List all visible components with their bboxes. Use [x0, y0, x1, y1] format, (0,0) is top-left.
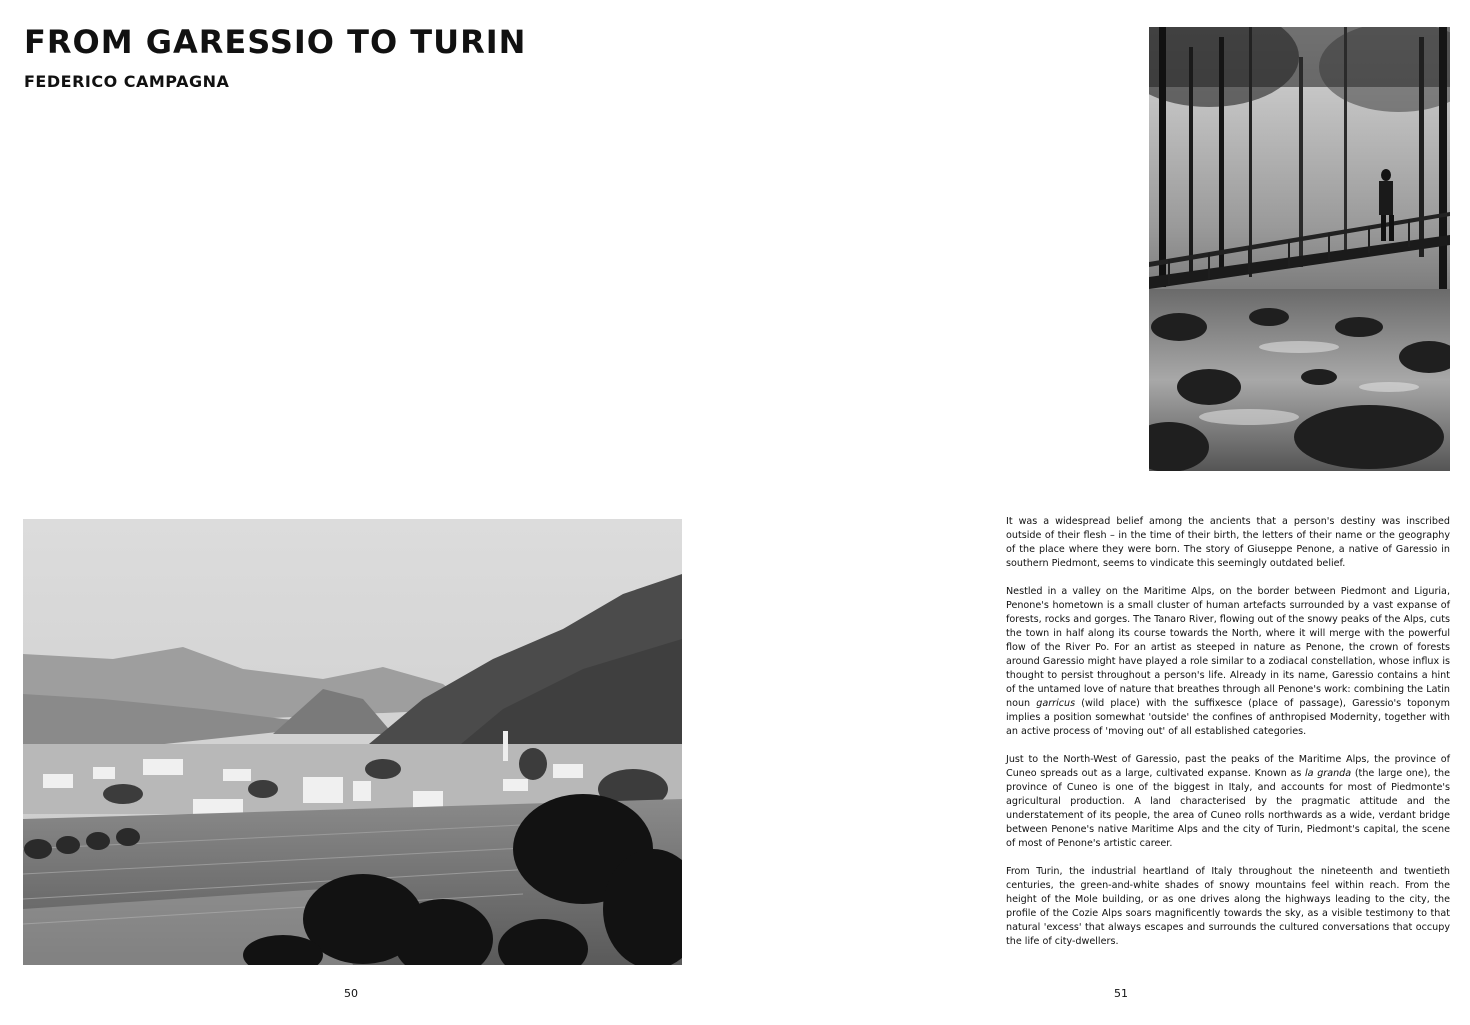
- latin-term: garricus: [1036, 698, 1076, 709]
- paragraph-3: Just to the North-West of Garessio, past the peaks of the Maritime Alps, the province of Cuneo spreads out as a large, cultivated expanse. Known as la granda (the large one), the province of Cuneo is one of the biggest in Italy, and accounts for most of Piedmonte's agricultural production. A land characterised by the pragmatic attitude and the understatement of its people, the area of Cuneo rolls northwards as a wide, verdant bridge between Penone's native Maritime Alps and the city of Turin, Piedmont's capital, the scene of most of Penone's artistic career.: [1006, 754, 1450, 849]
- photo-valley-town: [23, 519, 682, 965]
- article-author: FEDERICO CAMPAGNA: [24, 72, 230, 91]
- paragraph-4: From Turin, the industrial heartland of Italy throughout the nineteenth and twentieth centuries, the green-and-white shades of snowy mountains feel within reach. From the height of the Mole building, or as one drives along the highways leading to the city, the profile of the Cozie Alps soars magnificently towards the sky, as a visible testimony to that natural 'excess' that always escapes and surrounds the cultured conversations that occupy the life of city-dwellers.: [1006, 866, 1450, 947]
- paragraph-2: Nestled in a valley on the Maritime Alps, on the border between Piedmont and Liguria, Penone's hometown is a small cluster of human artefacts surrounded by a vast expanse of forests, rocks and gorges. The Tanaro River, flowing out of the snowy peaks of the Alps, cuts the town in half along its course towards the North, where it will merge with the powerful flow of the River Po. For an artist as steeped in nature as Penone, the crown of forests around Garessio might have played a role similar to a zodiacal constellation, whose influx is thought to persist throughout a person's life. Already in its name, Garessio contains a hint of the untamed love of nature that breathes through all Penone's work: combining the Latin noun garricus (wild place) with the suffixesce (place of passage), Garessio's toponym implies a position somewhat 'outside' the confines of anthropised Modernity, together with an active process of 'moving out' of all established categories.: [1006, 586, 1450, 737]
- article-title: FROM GARESSIO TO TURIN: [24, 23, 527, 61]
- italian-term: la granda: [1304, 768, 1352, 779]
- page-number-right: 51: [1114, 987, 1128, 1000]
- photo-forest-bridge: [1149, 27, 1450, 471]
- paragraph-1: It was a widespread belief among the ancients that a person's destiny was inscribed outside of their flesh – in the time of their birth, the letters of their name or the geography of the place where they were born. The story of Giuseppe Penone, a native of Garessio in southern Piedmont, seems to vindicate this seemingly outdated belief.: [1006, 516, 1450, 569]
- article-body: [1006, 515, 1450, 963]
- page-number-left: 50: [344, 987, 358, 1000]
